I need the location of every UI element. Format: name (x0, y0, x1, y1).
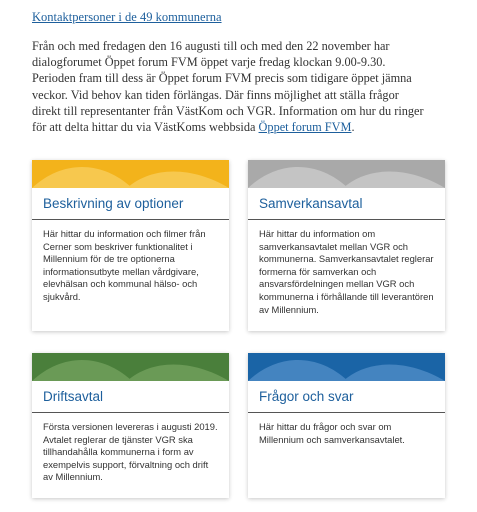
card-title[interactable]: Driftsavtal (32, 381, 229, 413)
open-forum-link[interactable]: Öppet forum FVM (258, 120, 352, 135)
card-header-banner (248, 160, 445, 188)
intro-paragraph (32, 38, 432, 135)
card-cooperation-agreement[interactable] (248, 160, 445, 331)
contact-persons-link[interactable]: Kontaktpersoner i de 49 kommunerna (32, 10, 222, 24)
card-title[interactable]: Frågor och svar (248, 381, 445, 413)
card-body: Här hittar du information om samverkansavtalet mellan VGR och kommunerna. Samverkansavtalet reglerar formerna för samverkan och ansvarsfördelningen mellan VGR och kommunerna i förhållande till leverantören av Millennium. (259, 228, 434, 315)
card-title[interactable]: Samverkansavtal (248, 188, 445, 220)
card-faq[interactable] (248, 353, 445, 498)
card-operations-agreement[interactable] (32, 353, 229, 498)
card-body: Här hittar du information och filmer från Cerner som beskriver funktionalitet i Millennium för de tre optionerna informationsutbyte mellan vårdgivare, elevhälsan och kommunal hälso- och sjukvård. (43, 228, 206, 302)
card-title[interactable]: Beskrivning av optioner (32, 188, 229, 220)
card-body: Här hittar du frågor och svar om Millennium och samverkansavtalet. (259, 421, 405, 445)
card-header-banner (248, 353, 445, 381)
intro-end: . (351, 120, 355, 135)
intro-text: Från och med fredagen den 16 augusti till och med den 22 november har dialogforumet Öppet forum FVM öppet varje fredag klockan 9.00-9.30. Perioden fram till dess är Öppet forum FVM precis som tidigare öppet jämna veckor. Vid behov kan tiden förlängas. Där finns möjlighet att ställa frågor direkt till representanter från VästKom och VGR. Information om hur du ringer för att delta hittar du via VästKoms webbsida (32, 39, 424, 135)
card-header-banner (32, 160, 229, 188)
card-header-banner (32, 353, 229, 381)
card-body: Första versionen levereras i augusti 2019. Avtalet reglerar de tjänster VGR ska tillhandahålla kommunerna i form av exempelvis support, förvaltning och drift av Millennium. (43, 421, 218, 483)
card-options-description[interactable] (32, 160, 229, 331)
